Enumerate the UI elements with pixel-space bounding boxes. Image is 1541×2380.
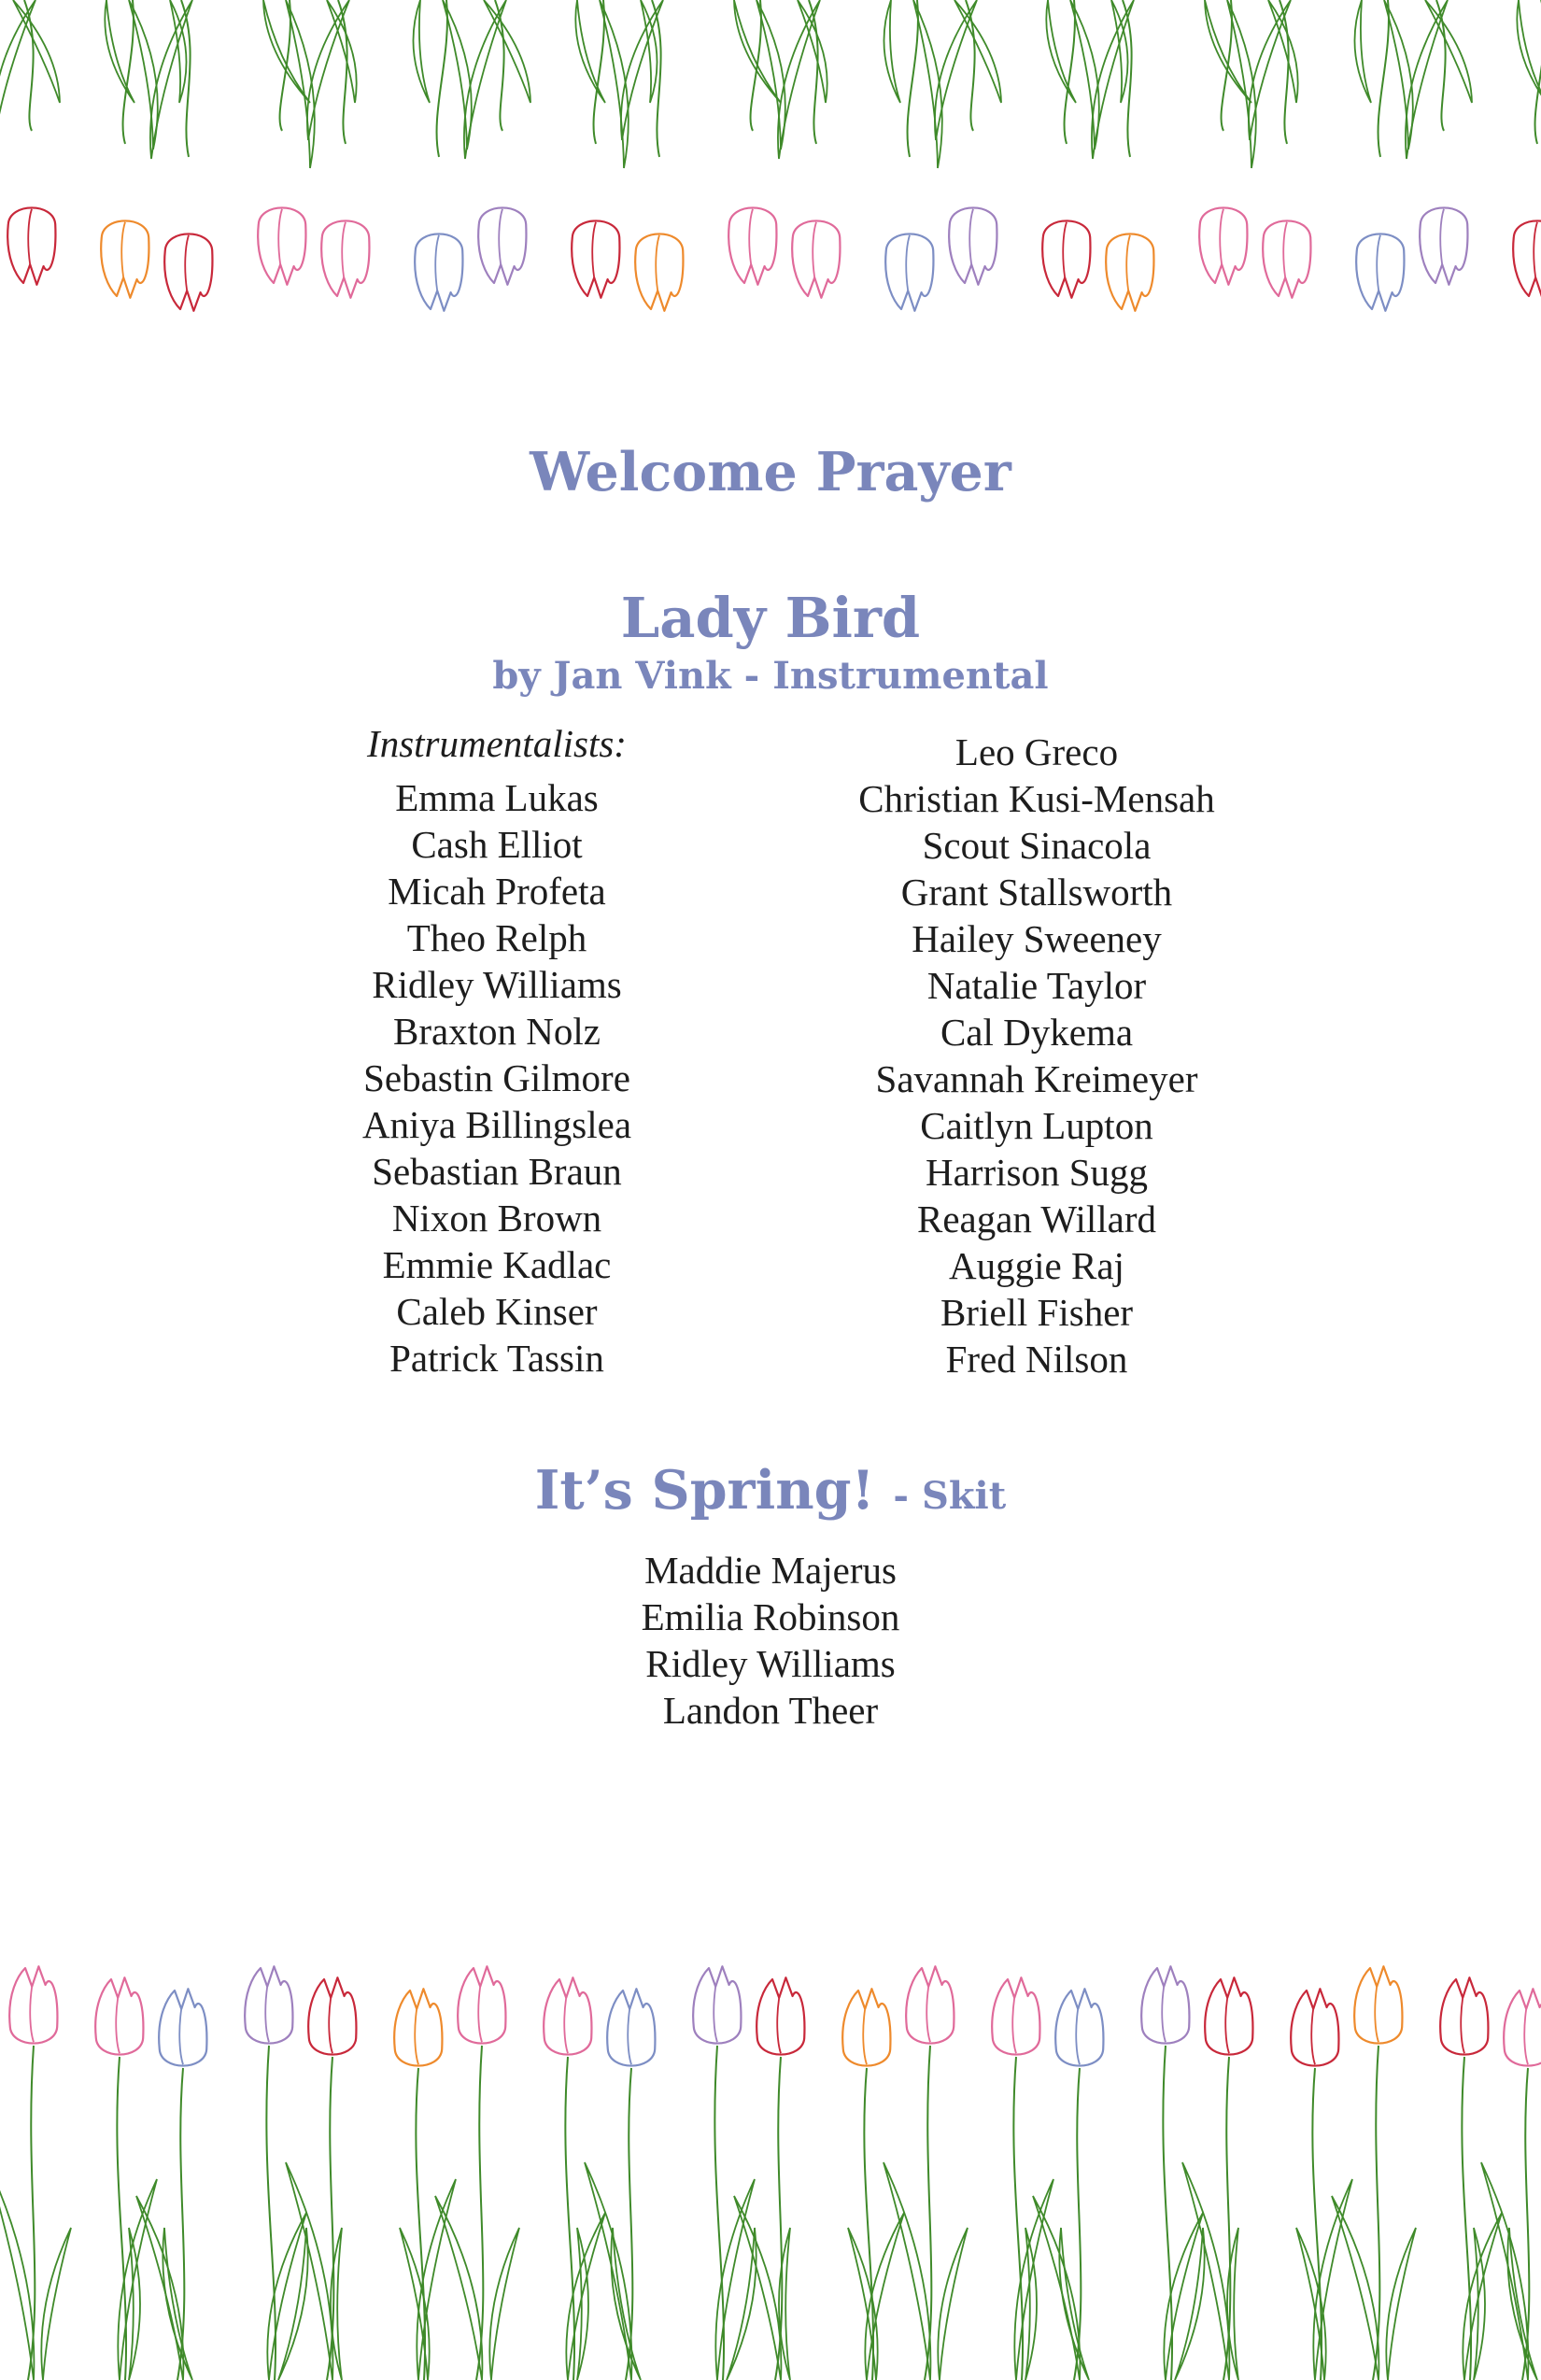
- skit-name-list: [490, 1547, 1051, 1734]
- cast-name: Patrick Tassin: [389, 1337, 604, 1380]
- right-name-list: [775, 729, 1298, 1382]
- cast-name: Theo Relph: [406, 916, 587, 959]
- cast-name: Aniya Billingslea: [361, 1103, 632, 1146]
- cast-name: Micah Profeta: [388, 870, 606, 913]
- skit-cast-column: [490, 1547, 1051, 1734]
- cast-name: Scout Sinacola: [922, 824, 1152, 867]
- cast-name: Leo Greco: [954, 730, 1119, 773]
- cast-name: Reagan Willard: [916, 1197, 1157, 1240]
- cast-name: Natalie Taylor: [926, 964, 1147, 1007]
- cast-name: Ridley Williams: [372, 963, 622, 1006]
- instrumentalists-label: Instrumentalists:: [367, 722, 627, 765]
- cast-name: Grant Stallsworth: [900, 871, 1173, 914]
- cast-name: Cash Elliot: [411, 823, 583, 866]
- cast-name: Landon Theer: [662, 1689, 879, 1732]
- cast-name: Maddie Majerus: [644, 1549, 897, 1592]
- cast-name: Briell Fisher: [940, 1291, 1134, 1334]
- welcome-prayer-title: Welcome Prayer: [530, 441, 1011, 503]
- cast-name: Ridley Williams: [645, 1642, 896, 1685]
- cast-name: Cal Dykema: [940, 1011, 1134, 1054]
- cast-name: Sebastian Braun: [372, 1150, 622, 1193]
- lady-bird-title: Lady Bird: [620, 586, 921, 650]
- cast-name: Hailey Sweeney: [912, 917, 1162, 960]
- cast-name: Sebastin Gilmore: [363, 1056, 630, 1099]
- cast-name: Savannah Kreimeyer: [875, 1057, 1198, 1100]
- instrumentalists-right-column: [775, 729, 1298, 1382]
- cast-name: Auggie Raj: [949, 1244, 1124, 1287]
- cast-name: Braxton Nolz: [392, 1010, 601, 1053]
- cast-name: Emmie Kadlac: [382, 1243, 612, 1286]
- cast-name: Caitlyn Lupton: [920, 1104, 1153, 1147]
- its-spring-title: [0, 1459, 1541, 1522]
- lady-bird-subtitle: by Jan Vink - Instrumental: [492, 654, 1049, 698]
- cast-name: Nixon Brown: [391, 1197, 602, 1240]
- instrumentalists-left-column: [310, 720, 684, 1381]
- cast-name: Emilia Robinson: [641, 1595, 900, 1638]
- cast-name: Caleb Kinser: [396, 1290, 598, 1333]
- left-name-list: [310, 774, 684, 1381]
- cast-name: Fred Nilson: [945, 1338, 1128, 1381]
- its-spring-suffix: - Skit: [893, 1474, 1007, 1518]
- cast-name: Emma Lukas: [395, 776, 599, 819]
- its-spring-title-text: It’s Spring!: [534, 1459, 875, 1522]
- cast-name: Christian Kusi-Mensah: [858, 777, 1215, 820]
- cast-name: Harrison Sugg: [925, 1151, 1148, 1194]
